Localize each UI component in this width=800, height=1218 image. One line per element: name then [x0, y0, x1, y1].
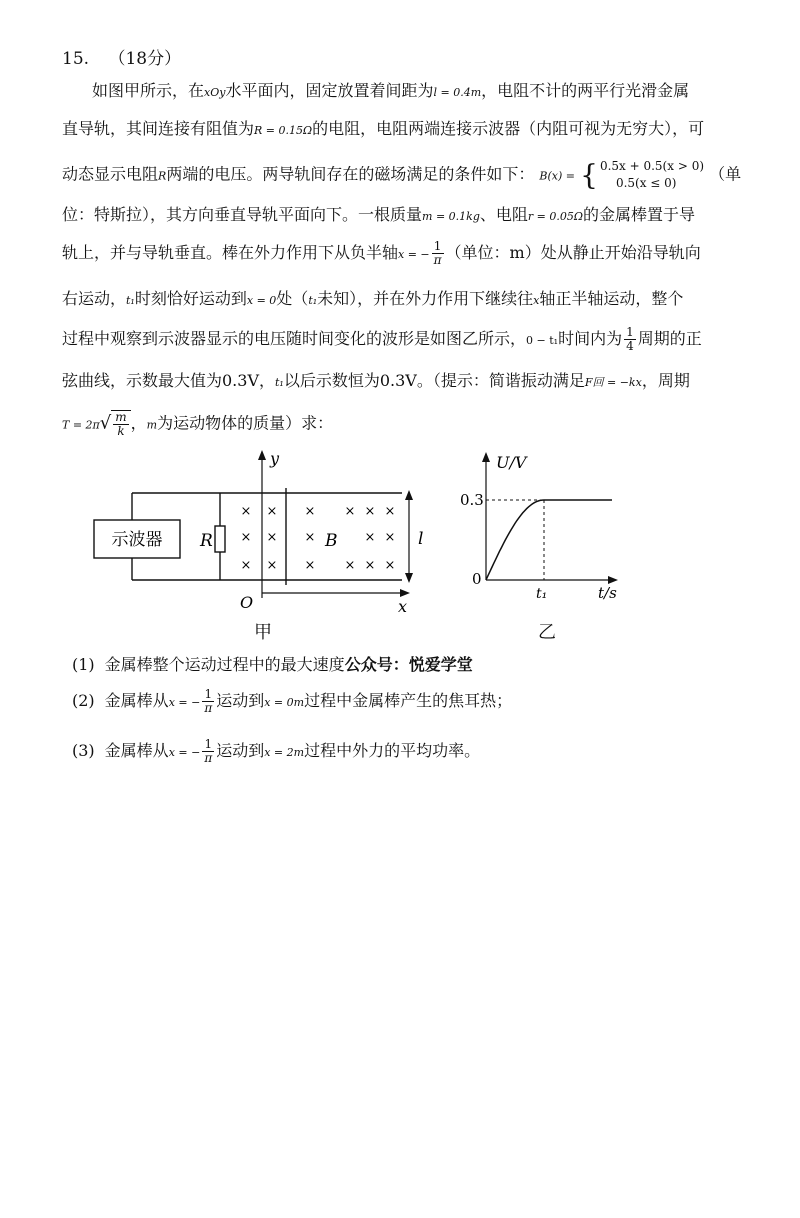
question-number: 15.: [62, 49, 90, 69]
field-cross: ×: [364, 504, 376, 519]
origin-label: O: [240, 593, 254, 612]
field-cross: ×: [304, 504, 316, 519]
field-cross: ×: [266, 530, 278, 545]
question-header: [62, 44, 195, 69]
y-axis-label: y: [270, 449, 280, 468]
field-cross: ×: [344, 558, 356, 573]
figure-yi: [452, 448, 632, 618]
field-cross: ×: [364, 558, 376, 573]
intro-line-3: 动态显示电阻R两端的电压。两导轨间存在的磁场满足的条件如下： B(x) = { 0.5x + 0.5(x > 0) 0.5(x ≤ 0) （单: [62, 158, 742, 192]
voltage-curve: [486, 500, 612, 580]
field-cross: ×: [266, 558, 278, 573]
yi-ylabel: U/V: [496, 453, 527, 472]
intro-line-9: T = 2π√ $\frac{m}{k}$ ，m为运动物体的质量）求：: [62, 410, 334, 438]
subquestion-1: (1) 金属棒整个运动过程中的最大速度公众号：悦爱学堂: [72, 655, 473, 674]
field-cross: ×: [344, 504, 356, 519]
field-cross: ×: [240, 504, 252, 519]
intro-line-5: 轨上，并与导轨垂直。棒在外力作用下从负半轴x = − $\frac{1}{\pi}$ （单位：m）处从静止开始沿导轨向: [62, 239, 701, 267]
field-cross: ×: [240, 530, 252, 545]
field-cross: ×: [364, 530, 376, 545]
yi-origin: 0: [472, 570, 482, 588]
intro-line-8: 弦曲线，示数最大值为0.3V，t₁以后示数恒为0.3V。（提示：简谐振动满足F回 = −kx，周期: [62, 371, 690, 390]
yi-t1: t₁: [536, 586, 548, 602]
yi-ytick: 0.3: [460, 491, 484, 509]
question-score: （18分）: [108, 49, 182, 69]
field-cross: ×: [240, 558, 252, 573]
x-axis-label: x: [398, 597, 408, 616]
intro-line-4: 位：特斯拉），其方向垂直导轨平面向下。一根质量m = 0.1kg、电阻r = 0.05Ω的金属棒置于导: [62, 205, 695, 224]
caption-yi: 乙: [538, 622, 556, 643]
intro-line-6: 右运动，t₁时刻恰好运动到x = 0处（t₁未知），并在外力作用下继续往x轴正半轴运动，整个: [62, 289, 684, 308]
field-label: B: [325, 531, 338, 551]
subquestion-2: (2) 金属棒从x = − $\frac{1}{\pi}$ 运动到x = 0m过程中金属棒产生的焦耳热；: [72, 687, 513, 715]
field-cross: ×: [384, 558, 396, 573]
intro-line-1: 如图甲所示，在xOy水平面内，固定放置着间距为l = 0.4m，电阻不计的两平行光滑金属: [92, 81, 690, 100]
intro-line-7: 过程中观察到示波器显示的电压随时间变化的波形是如图乙所示，0 − t₁时间内为 $\frac{1}{4}$ 周期的正: [62, 325, 702, 353]
intro-line-2: 直导轨，其间连接有阻值为R = 0.15Ω的电阻，电阻两端连接示波器（内阻可视为无穷大），可: [62, 119, 705, 138]
oscilloscope-label: 示波器: [111, 530, 163, 550]
spacing-label: l: [418, 529, 424, 549]
piecewise-B: 0.5x + 0.5(x > 0) 0.5(x ≤ 0): [599, 159, 705, 190]
yi-xlabel: t/s: [598, 584, 617, 602]
magnetic-field-crosses: [241, 504, 396, 573]
field-cross: ×: [384, 504, 396, 519]
field-cross: ×: [384, 530, 396, 545]
caption-jia: 甲: [254, 622, 272, 643]
subquestion-3: (3) 金属棒从x = − $\frac{1}{\pi}$ 运动到x = 2m过程中外力的平均功率。: [72, 737, 481, 765]
field-cross: ×: [304, 530, 316, 545]
field-cross: ×: [266, 504, 278, 519]
resistor-label: R: [200, 531, 213, 551]
field-cross: ×: [304, 558, 316, 573]
resistor: [215, 526, 225, 552]
